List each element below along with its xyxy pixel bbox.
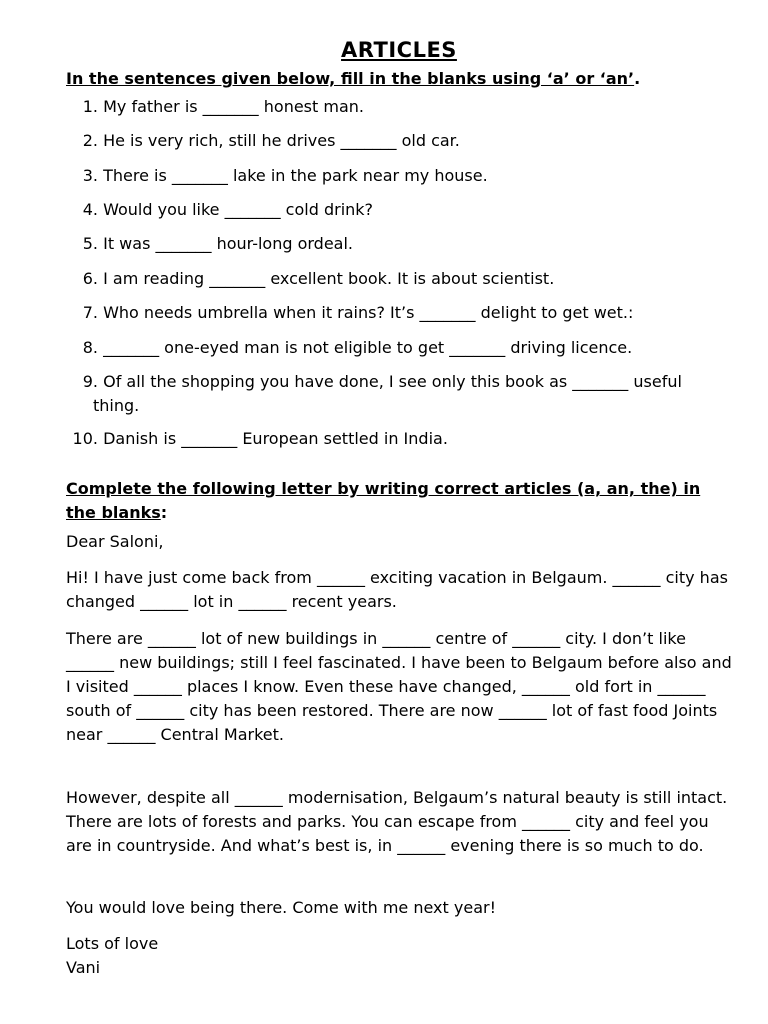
letter-paragraph-2: There are ______ lot of new buildings in ______ centre of ______ city. I don’t like ______ new buildings; still I feel fascinated. I have been to Belgaum before also and I visited ______ places I know. Even these have changed, ______ old fort in ______ south of ______ city has been restored. There are now ______ lot of fast food Joints near ______ Central Market.: [66, 629, 732, 744]
question-number: 8.: [82, 338, 98, 357]
question-number: 6.: [82, 269, 98, 288]
question-text: There is _______ lake in the park near my house.: [103, 166, 488, 185]
letter-closing: Lots of love: [66, 934, 159, 953]
question-number: 2.: [82, 131, 98, 150]
letter-paragraph-1: Hi! I have just come back from ______ exciting vacation in Belgaum. ______ city has changed ______ lot in ______ recent years.: [66, 568, 728, 611]
question-number: 10.: [72, 429, 98, 448]
question-4: [66, 198, 373, 222]
question-5: [66, 232, 353, 256]
question-text: Of all the shopping you have done, I see only this book as _______ useful: [103, 372, 682, 391]
question-9: [66, 370, 736, 418]
section2-instruction: [66, 477, 726, 525]
question-10: [66, 427, 448, 451]
question-text: Would you like _______ cold drink?: [103, 200, 374, 219]
section2-instruction-end: :: [160, 503, 168, 522]
question-2: [66, 129, 460, 153]
question-1: [66, 95, 364, 119]
letter-paragraph-3: However, despite all ______ modernisation, Belgaum’s natural beauty is still intact. There are lots of forests and parks. You can escape from ______ city and feel you are in countryside. And what’s best is, in ______ evening there is so much to do.: [66, 788, 728, 855]
question-number: 9.: [82, 372, 98, 391]
question-text: My father is _______ honest man.: [103, 97, 364, 116]
question-number: 4.: [82, 200, 98, 219]
section1-instruction-end: .: [634, 69, 641, 88]
letter-paragraph-4: You would love being there. Come with me next year!: [66, 898, 496, 917]
question-7: [66, 301, 633, 325]
question-text-continued: thing.: [93, 396, 140, 415]
section2-instruction-text: Complete the following letter by writing correct articles (a, an, the) in the blanks: [66, 479, 701, 522]
question-number: 5.: [82, 234, 98, 253]
question-number: 1.: [82, 97, 98, 116]
question-8: [66, 336, 632, 360]
letter-signature: Vani: [66, 958, 101, 977]
question-text: He is very rich, still he drives _______ old car.: [103, 131, 460, 150]
section1-instruction-text: In the sentences given below, fill in the blanks using ‘a’ or ‘an’: [66, 69, 635, 88]
letter-salutation: Dear Saloni,: [66, 532, 164, 551]
question-3: [66, 164, 488, 188]
question-6: [66, 267, 554, 291]
section1-instruction: [66, 69, 640, 88]
question-text: _______ one-eyed man is not eligible to get _______ driving licence.: [103, 338, 633, 357]
question-text: It was _______ hour-long ordeal.: [103, 234, 354, 253]
page-title: ARTICLES: [341, 38, 457, 62]
question-text: Danish is _______ European settled in India.: [103, 429, 448, 448]
question-number: 3.: [82, 166, 98, 185]
question-number: 7.: [82, 303, 98, 322]
question-text: I am reading _______ excellent book. It is about scientist.: [103, 269, 555, 288]
question-text: Who needs umbrella when it rains? It’s _______ delight to get wet.:: [103, 303, 634, 322]
